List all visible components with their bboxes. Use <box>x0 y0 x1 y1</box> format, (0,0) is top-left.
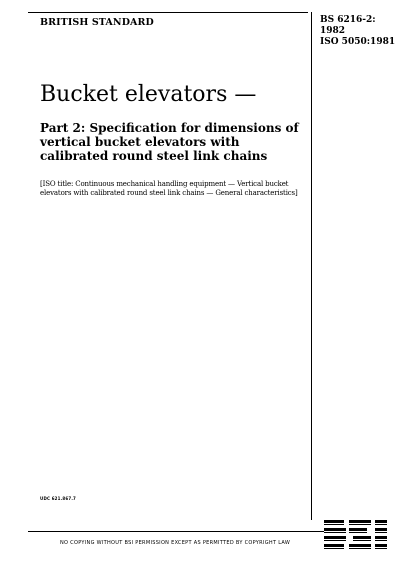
brand-label: BRITISH STANDARD <box>40 17 154 28</box>
vertical-rule <box>311 12 312 520</box>
iso-title: [ISO title: Continuous mechanical handling equipment — Vertical bucket elevators with calibrated round steel link chains — General characteristics] <box>40 180 298 197</box>
standard-number: BS 6216-2: 1982 ISO 5050:1981 <box>320 15 396 47</box>
copyright-notice: NO COPYING WITHOUT BSI PERMISSION EXCEPT AS PERMITTED BY COPYRIGHT LAW <box>60 540 291 546</box>
bsi-logo <box>322 516 392 556</box>
udc-code: UDC 621.867.7 <box>40 496 77 501</box>
top-rule <box>28 12 308 13</box>
page-title: Bucket elevators — <box>40 82 257 107</box>
page-subtitle: Part 2: Specification for dimensions of vertical bucket elevators with calibrated round steel link chains <box>40 121 299 163</box>
